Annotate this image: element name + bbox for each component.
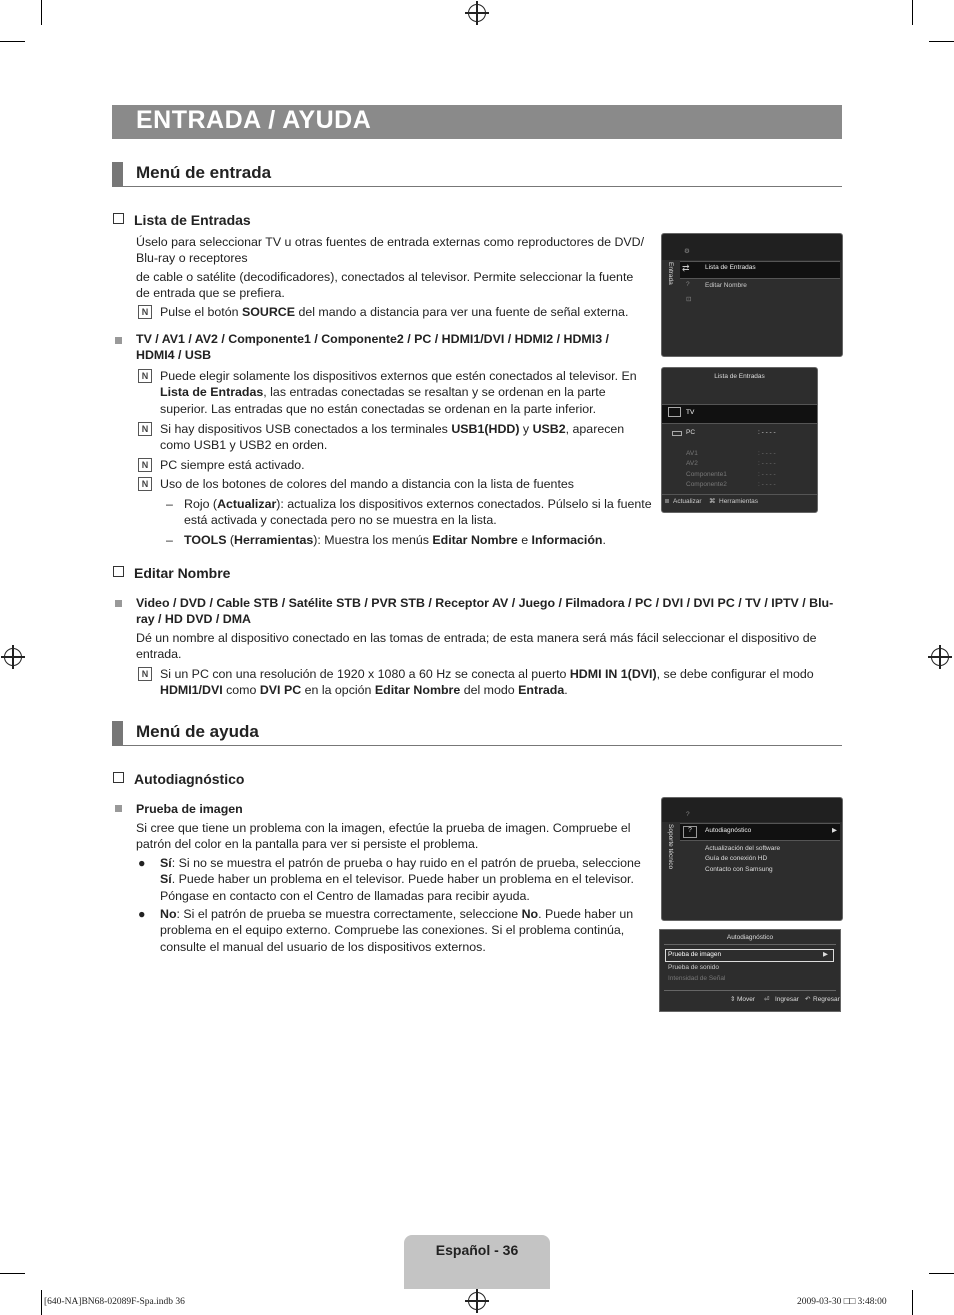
section-title: Menú de ayuda [136, 722, 259, 741]
square-bullet-icon [115, 337, 122, 344]
crop-mark [0, 1273, 25, 1274]
note-pc: PC siempre está activado. [160, 458, 305, 472]
lista-heading: Lista de Entradas [113, 212, 251, 228]
section-heading-input [112, 162, 842, 187]
return-icon: ↶ [805, 996, 811, 1003]
input-icon: ⇄ [682, 263, 690, 273]
note-icon: N [138, 458, 152, 472]
lista-p2: de cable o satélite (decodificadores), conectados al televisor. Permite seleccionar la fuente de entrada que se prefiera. [136, 270, 634, 301]
crop-mark [41, 1290, 42, 1315]
note-icon: N [138, 369, 152, 383]
osd-self-diagnosis [659, 929, 841, 1012]
note-connected: Puede elegir solamente los dispositivos externos que estén conectados al televisor. En Lista de Entradas, las entradas conectadas se resaltan y se ordenan en la parte superior. Las entradas que no están conectadas se ordenan en la parte inferior. [160, 369, 637, 416]
osd-row[interactable]: Componente2 [686, 481, 727, 488]
osd-nav: Ingresar [775, 996, 799, 1003]
help-icon: ? [686, 281, 690, 288]
registration-mark-icon [468, 1292, 486, 1310]
page-title-bar [112, 105, 842, 139]
square-bullet-icon [115, 600, 122, 607]
note-icon: N [138, 477, 152, 491]
osd-support-menu [661, 797, 843, 921]
editar-note: Si un PC con una resolución de 1920 x 1080 a 60 Hz se conecta al puerto HDMI IN 1(DVI), se debe configurar el modo HDMI1/DVI como DVI PC en la opción Editar Nombre del modo Entrada. [160, 667, 814, 698]
osd-input-list: Lista de Entradas TV PC : - - - - AV1 : - - - - AV2 : - - - - Componente1 : - - - - Componente2 : - - - - Actualizar ⌘ Herramientas [661, 367, 818, 513]
lista-note: Pulse el botón SOURCE del mando a distancia para ver una fuente de señal externa. [160, 305, 629, 319]
osd-button[interactable]: Herramientas [719, 498, 759, 505]
osd-item: Editar Nombre [705, 282, 747, 289]
osd-button[interactable]: Actualizar [673, 498, 702, 505]
osd-item[interactable]: Contacto con Samsung [705, 866, 773, 873]
osd-side-label: Soporte técnico [667, 824, 674, 870]
move-icon: ⇕ [730, 996, 736, 1003]
dash-red: Rojo (Actualizar): actualiza los dispositivos externos conectados. Púlselo si la fuente está activada y conectada pero no se muestra en la lista. [184, 497, 652, 528]
registration-mark-icon [468, 4, 486, 22]
note-icon: N [138, 305, 152, 319]
dash-tools: TOOLS (Herramientas): Muestra los menús Editar Nombre e Información. [184, 533, 606, 547]
gear-icon: ⚙ [684, 248, 690, 255]
osd-title: Lista de Entradas [714, 373, 765, 380]
editar-devices: Video / DVD / Cable STB / Satélite STB / PVR STB / Receptor AV / Juego / Filmadora / PC / DVI / DVI PC / TV / IPTV / Blu-ray / HD DVD / DMA [136, 596, 834, 627]
osd-nav: Mover [737, 996, 756, 1003]
arrow-right-icon: ▶ [832, 827, 837, 834]
osd-nav: Regresar [813, 996, 840, 1003]
note-usb: Si hay dispositivos USB conectados a los terminales USB1(HDD) y USB2, aparecen como USB1 y USB2 en orden. [160, 422, 625, 453]
osd-side-label: Entrada [667, 262, 674, 285]
note-icon: N [138, 422, 152, 436]
osd-item[interactable]: Actualización del software [705, 845, 781, 852]
note-colors: Uso de los botones de colores del mando a distancia con la lista de fuentes [160, 477, 574, 491]
registration-mark-icon [4, 648, 22, 666]
osd-title: Autodiagnóstico [726, 934, 774, 941]
osd-row[interactable]: AV1 [686, 450, 698, 457]
crop-mark [929, 1273, 954, 1274]
section-title: Menú de entrada [136, 163, 272, 182]
lista-p1: Úselo para seleccionar TV u otras fuentes de entrada externas como reproductores de DVD/ Blu-ray o receptores [136, 235, 645, 266]
osd-row[interactable]: Componente1 [686, 471, 727, 478]
osd-row[interactable]: TV [686, 409, 695, 416]
app-icon: ⊡ [686, 296, 692, 303]
crop-mark [41, 0, 42, 25]
imprint-right: 2009-03-30 □□ 3:48:00 [797, 1297, 887, 1307]
auto-heading: Autodiagnóstico [113, 771, 244, 787]
osd-row[interactable]: PC [686, 429, 696, 436]
enter-icon: ⏎ [764, 996, 770, 1003]
section-heading-help [112, 721, 842, 746]
pc-icon [672, 431, 682, 436]
osd-row[interactable]: AV2 [686, 460, 698, 467]
arrow-right-icon: ▶ [823, 951, 828, 958]
imprint-left: [640-NA]BN68-02089F-Spa.indb 36 [44, 1297, 185, 1307]
osd-item[interactable]: Autodiagnóstico [705, 827, 752, 834]
registration-mark-icon [931, 648, 949, 666]
crop-mark [0, 41, 25, 42]
tv-icon [668, 407, 681, 417]
page-title: ENTRADA / AYUDA [136, 106, 372, 134]
square-bullet-icon [115, 805, 122, 812]
red-button-icon [665, 499, 669, 503]
editar-desc: Dé un nombre al dispositivo conectado en las tomas de entrada; de esta manera será más fácil seleccionar el dispositivo de entrada. [136, 631, 817, 662]
auto-bullet-si: Sí: Si no se muestra el patrón de prueba o hay ruido en el patrón de prueba, seleccione Sí. Puede haber un problema en el televisor. Puede haber un problema en el televisor. Póngase en contacto con el Centro de llamadas para recibir ayuda. [160, 856, 641, 903]
crop-mark [929, 41, 954, 42]
osd-item[interactable]: Intensidad de Señal [668, 975, 726, 982]
auto-desc: Si cree que tiene un problema con la imagen, efectúe la prueba de imagen. Compruebe el patrón del color en la pantalla para ver si persiste el problema. [136, 821, 631, 852]
auto-sub: Prueba de imagen [136, 802, 243, 816]
osd-item: Lista de Entradas [705, 264, 756, 271]
crop-mark [912, 0, 913, 25]
editar-heading: Editar Nombre [113, 565, 230, 581]
support-icon: ? [683, 826, 697, 838]
auto-bullet-no: No: Si el patrón de prueba se muestra correctamente, seleccione No. Puede haber un problema en el equipo externo. Compruebe las conexiones. Si el problema continúa, consulte el manual del usuario de los dispositivos externos. [160, 907, 634, 954]
tools-icon: ⌘ [709, 498, 716, 505]
inputs-list: TV / AV1 / AV2 / Componente1 / Componente2 / PC / HDMI1/DVI / HDMI2 / HDMI3 / HDMI4 / USB [136, 332, 609, 363]
note-icon: N [138, 667, 152, 681]
crop-mark [912, 1290, 913, 1315]
osd-item[interactable]: Prueba de sonido [668, 964, 719, 971]
osd-input-menu [661, 233, 843, 357]
osd-item[interactable]: Prueba de imagen [668, 951, 722, 958]
page-number-tab [404, 1235, 550, 1289]
osd-item[interactable]: Guía de conexión HD [705, 855, 768, 862]
page-number: Español - 36 [435, 1242, 519, 1258]
help-icon: ? [686, 811, 690, 818]
